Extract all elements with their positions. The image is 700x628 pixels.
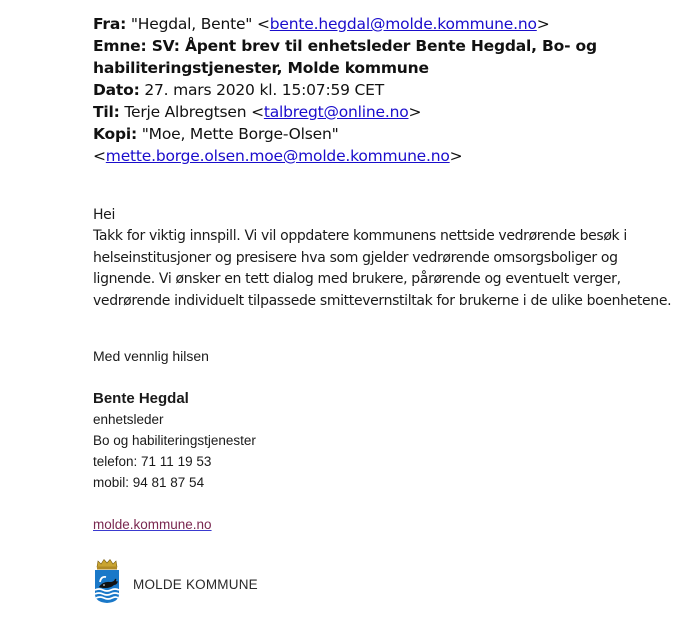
signature-department: Bo og habiliteringstjenester: [93, 433, 256, 448]
date-row: [93, 79, 673, 101]
lt: <: [93, 147, 106, 165]
signature-phone: telefon: 71 11 19 53: [93, 454, 212, 469]
gt: >: [536, 15, 550, 33]
date-label: Dato:: [93, 81, 140, 99]
cc-row: [93, 123, 673, 145]
gt: >: [408, 103, 422, 121]
lt: <: [256, 15, 270, 33]
subject-row: [93, 35, 673, 79]
signature-name: Bente Hegdal: [93, 390, 189, 407]
signature: [93, 346, 256, 532]
molde-kommune-logo: [93, 558, 258, 604]
email-body: [93, 205, 683, 312]
subject-text: SV: Åpent brev til enhetsleder Bente Hegdal, Bo- og habiliteringstjenester, Molde kommune: [93, 37, 597, 77]
closing: Med vennlig hilsen: [93, 348, 209, 364]
to-label: Til:: [93, 103, 120, 121]
signature-title: enhetsleder: [93, 412, 164, 427]
date-value: 27. mars 2020 kl. 15:07:59 CET: [144, 81, 385, 99]
email-header: [93, 13, 673, 167]
from-email-link[interactable]: bente.hegdal@molde.kommune.no: [269, 15, 537, 33]
body-paragraph: Takk for viktig innspill. Vi vil oppdatere kommunens nettside vedrørende besøk i helseinstitusjoner og presisere hva som gjelder vedrørende omsorgsboliger og lignende. Vi ønsker en tett dialog med brukere, pårørende og eventuelt verger, vedrørende individuelt tilpassede smittevernstiltak for brukerne i de ulike boenhetene.: [93, 228, 672, 309]
subject-label: Emne:: [93, 37, 147, 55]
cc-email-link[interactable]: mette.borge.olsen.moe@molde.kommune.no: [105, 147, 450, 165]
signature-mobile: mobil: 94 81 87 54: [93, 475, 205, 490]
cc-name: "Moe, Mette Borge-Olsen": [141, 125, 339, 143]
lt: <: [251, 103, 264, 121]
coat-of-arms-whale-icon: [93, 558, 121, 604]
to-name: Terje Albregtsen: [124, 103, 247, 121]
from-row: [93, 13, 673, 35]
gt: >: [449, 147, 463, 165]
from-name: "Hegdal, Bente": [130, 15, 253, 33]
to-email-link[interactable]: talbregt@online.no: [263, 103, 409, 121]
greeting: Hei: [93, 207, 115, 223]
cc-label: Kopi:: [93, 125, 137, 143]
logo-text: MOLDE KOMMUNE: [133, 576, 258, 592]
cc-email-row: [93, 145, 673, 167]
to-row: [93, 101, 673, 123]
website-link[interactable]: molde.kommune.no: [93, 517, 212, 532]
from-label: Fra:: [93, 15, 127, 33]
